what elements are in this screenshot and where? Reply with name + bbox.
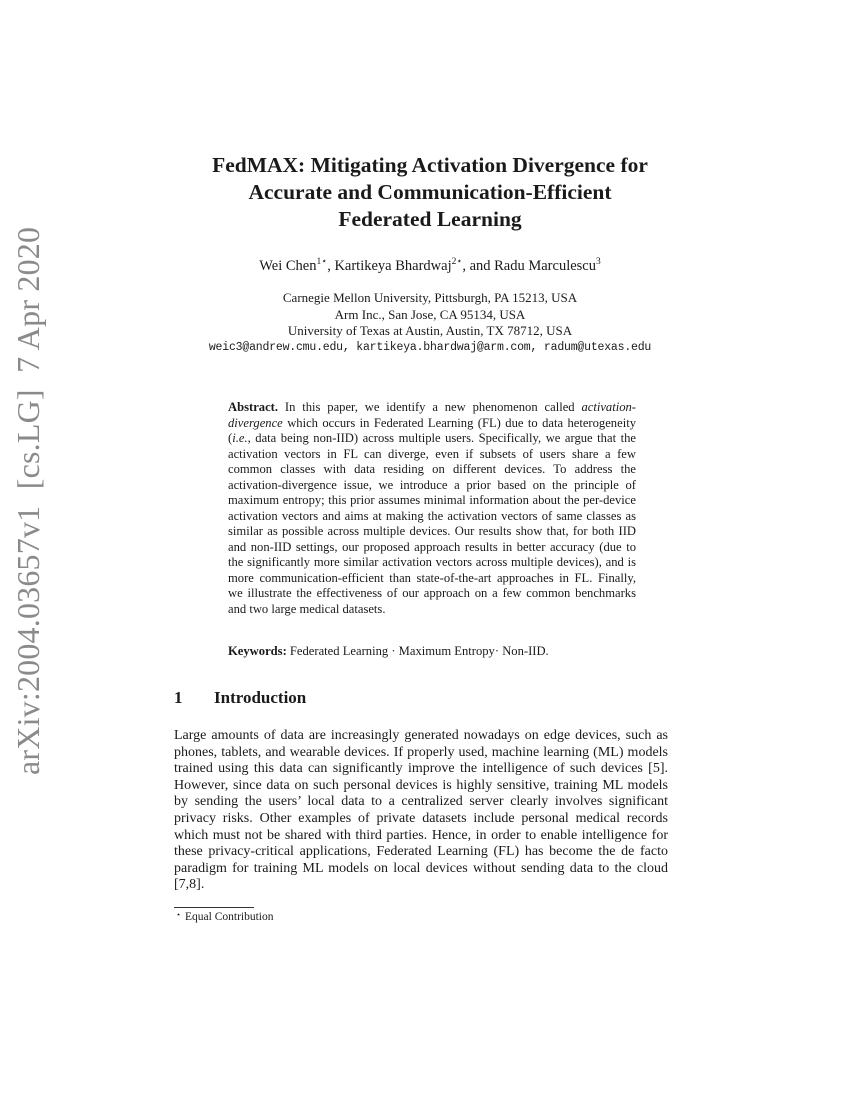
- section-heading-introduction: [174, 688, 306, 708]
- author-name: Radu Marculescu: [494, 258, 596, 274]
- abstract: [228, 400, 636, 617]
- footnote-mark: ⋆: [176, 910, 182, 919]
- abstract-text: In this paper, we identify a new phenomenon called: [278, 400, 582, 414]
- footnote-divider: [174, 907, 254, 908]
- author-separator: , and: [462, 258, 495, 274]
- abstract-text: , data being non-IID) across multiple users. Specifically, we argue that the activation vectors in FL can diverge, even if subsets of users share a few common classes with data residing on different devices. To address the activation-divergence issue, we introduce a prior based on the principle of maximum entropy; this prior assumes minimal information about the per-device activation vectors and aims at making the activation vectors of same classes as similar as possible across multiple devices. Our results show that, for both IID and non-IID settings, our proposed approach results in better accuracy (due to the significantly more similar activation vectors across multiple devices), and is more communication-efficient than state-of-the-art approaches in FL. Finally, we illustrate the effectiveness of our approach on a few common benchmarks and two large medical datasets.: [228, 431, 636, 616]
- abstract-italic-term: i.e.: [232, 431, 248, 445]
- paper-title: [160, 152, 700, 233]
- footnote: [176, 910, 274, 923]
- keywords: [228, 644, 648, 659]
- title-line: FedMAX: Mitigating Activation Divergence for: [212, 153, 648, 177]
- affiliation: Arm Inc., San Jose, CA 95134, USA: [334, 306, 526, 322]
- title-line: Accurate and Communication-Efficient: [248, 180, 612, 204]
- affiliation: University of Texas at Austin, Austin, TX 78712, USA: [287, 323, 573, 338]
- author-marks: 1⋆: [316, 257, 328, 267]
- author-name: Wei Chen: [259, 258, 317, 274]
- intro-paragraph: Large amounts of data are increasingly generated nowadays on edge devices, such as phones, tablets, and wearable devices. If properly used, machine learning (ML) models trained using this data can significantly improve the intelligence of such devices [5]. However, since data on such personal devices is highly sensitive, training ML models by sending the users’ local data to a centralized server clearly involves significant privacy risks. Other examples of private datasets include personal medical records which must not be shared with third parties. Hence, in order to enable intelligence for these privacy-critical applications, Federated Learning (FL) has become the de facto paradigm for training ML models on local devices without sending data to the cloud [7,8].: [174, 728, 668, 893]
- author-marks: 2⋆: [451, 257, 463, 267]
- section-title: Introduction: [214, 688, 307, 707]
- title-line: Federated Learning: [338, 207, 522, 231]
- abstract-text: which occurs in Federated Learning (FL) due to data heterogeneity (: [228, 415, 636, 445]
- section-number: 1: [174, 688, 183, 707]
- keywords-text: Federated Learning · Maximum Entropy· Non-IID.: [286, 644, 549, 658]
- abstract-italic-term: activation-divergence: [228, 400, 636, 430]
- author-name: Kartikeya Bhardwaj: [334, 258, 452, 274]
- affiliations: [160, 290, 700, 356]
- affiliation: Carnegie Mellon University, Pittsburgh, PA 15213, USA: [282, 290, 578, 305]
- author-emails: weic3@andrew.cmu.edu, kartikeya.bhardwaj@arm.com, radum@utexas.edu: [208, 340, 652, 354]
- keywords-label: Keywords:: [228, 644, 287, 658]
- author-separator: ,: [327, 258, 335, 274]
- abstract-label: Abstract.: [228, 400, 279, 414]
- author-marks: 3: [596, 257, 601, 267]
- author-list: [160, 258, 700, 275]
- arxiv-identifier-stamp: arXiv:2004.03657v1 [cs.LG] 7 Apr 2020: [10, 226, 46, 775]
- footnote-text: Equal Contribution: [185, 911, 274, 923]
